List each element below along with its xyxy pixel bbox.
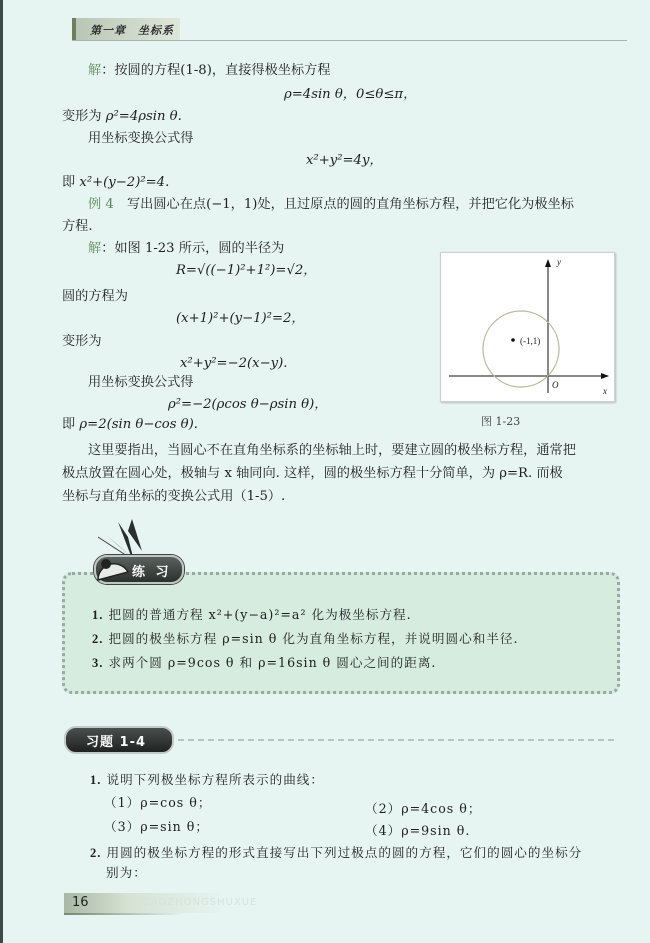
chapter-header [72, 18, 632, 40]
chapter-tab [72, 18, 180, 40]
example4-line1: 例 4 写出圆心在点(−1，1)处，且过原点的圆的直角坐标方程，并把它化为极坐标 [88, 197, 574, 212]
center-label: (-1,1) [520, 336, 541, 346]
exercise-q1: 1. 说明下列极坐标方程所表示的曲线： [90, 772, 324, 787]
exercise-q1-part4: （4）ρ=9sin θ. [365, 823, 471, 838]
solution2-eq-circle: (x+1)²+(y−1)²=2， [176, 311, 305, 326]
exercise-q2-line1: 2. 用圆的极坐标方程的形式直接写出下列过极点的圆的方程，它们的圆心的坐标分 [90, 845, 583, 860]
y-axis-arrow-icon [545, 259, 551, 267]
exercise-q1-part2: （2）ρ=4cos θ； [365, 801, 482, 816]
page-number: 16 [72, 895, 89, 910]
solution1-line4: 即 x²+(y−2)²=4. [62, 175, 170, 190]
x-axis-arrow-icon [601, 373, 609, 379]
footer-rule [64, 913, 184, 915]
exercise-q2-line2: 别为： [106, 865, 147, 880]
solution2-line3: 变形为 [62, 334, 102, 349]
center-point [511, 338, 515, 342]
solution2-line5: 即 ρ=2(sin θ−cos θ). [62, 417, 198, 432]
figure-1-23 [440, 252, 615, 402]
exercises-title-badge [64, 726, 174, 754]
solution1-eq1: ρ=4sin θ，0≤θ≤π， [284, 87, 417, 102]
practice-item-3: 3. 求两个圆 ρ=9cos θ 和 ρ=16sin θ 圆心之间的距离. [92, 655, 437, 670]
solution2-line4: 用坐标变换公式得 [88, 375, 194, 390]
chapter-title: 第一章 坐标系 [90, 24, 174, 37]
solution1-line2: 变形为 ρ²=4ρsin θ. [62, 109, 182, 124]
solution2-eq-polar: ρ²=−2(ρcos θ−ρsin θ)， [168, 397, 328, 412]
exercise-q1-part1: （1）ρ=cos θ； [104, 795, 212, 810]
example4-line2: 方程. [62, 219, 93, 234]
solution2-line1: 解：如图 1-23 所示，圆的半径为 [88, 241, 285, 256]
remark-line1: 这里要指出，当圆心不在直角坐标系的坐标轴上时，要建立圆的极坐标方程，通常把 [88, 443, 576, 458]
exercises-title: 习题 1-4 [86, 735, 147, 750]
x-axis-label: x [603, 386, 607, 396]
practice-item-1: 1. 把圆的普通方程 x²+(y−a)²=a² 化为极坐标方程. [92, 607, 412, 622]
remark-line2: 极点放置在圆心处，极轴与 x 轴同向. 这样，圆的极坐标方程十分简单，为 ρ=R. 而极 [62, 466, 563, 481]
origin-label: O [552, 380, 559, 390]
page-edge [0, 0, 3, 943]
solution1-line3: 用坐标变换公式得 [88, 131, 194, 146]
exercise-q1-part3: （3）ρ=sin θ； [104, 819, 209, 834]
figure-caption: 图 1-23 [481, 415, 521, 428]
solution2-eq-expand: x²+y²=−2(x−y). [180, 356, 288, 371]
footer-watermark: GAOZHONGSHUXUE [142, 897, 258, 908]
solution1-line1: 解：按圆的方程(1-8)，直接得极坐标方程 [88, 63, 331, 78]
practice-title: 练 习 [132, 565, 172, 580]
circle-diagram [441, 253, 614, 401]
solution1-eq2: x²+y²=4y， [306, 153, 383, 168]
practice-item-2: 2. 把圆的极坐标方程 ρ=sin θ 化为直角坐标方程，并说明圆心和半径. [92, 631, 519, 646]
solution2-eq-radius: R=√((−1)²+1²)=√2， [176, 263, 317, 278]
solution2-line2: 圆的方程为 [62, 289, 128, 304]
exercises-rule [178, 739, 614, 741]
footer-tab [64, 893, 258, 913]
remark-line3: 坐标与直角坐标的变换公式用（1-5）. [62, 489, 286, 504]
header-rule [72, 40, 627, 41]
y-axis-label: y [557, 257, 561, 267]
protractor-icon [96, 552, 130, 584]
